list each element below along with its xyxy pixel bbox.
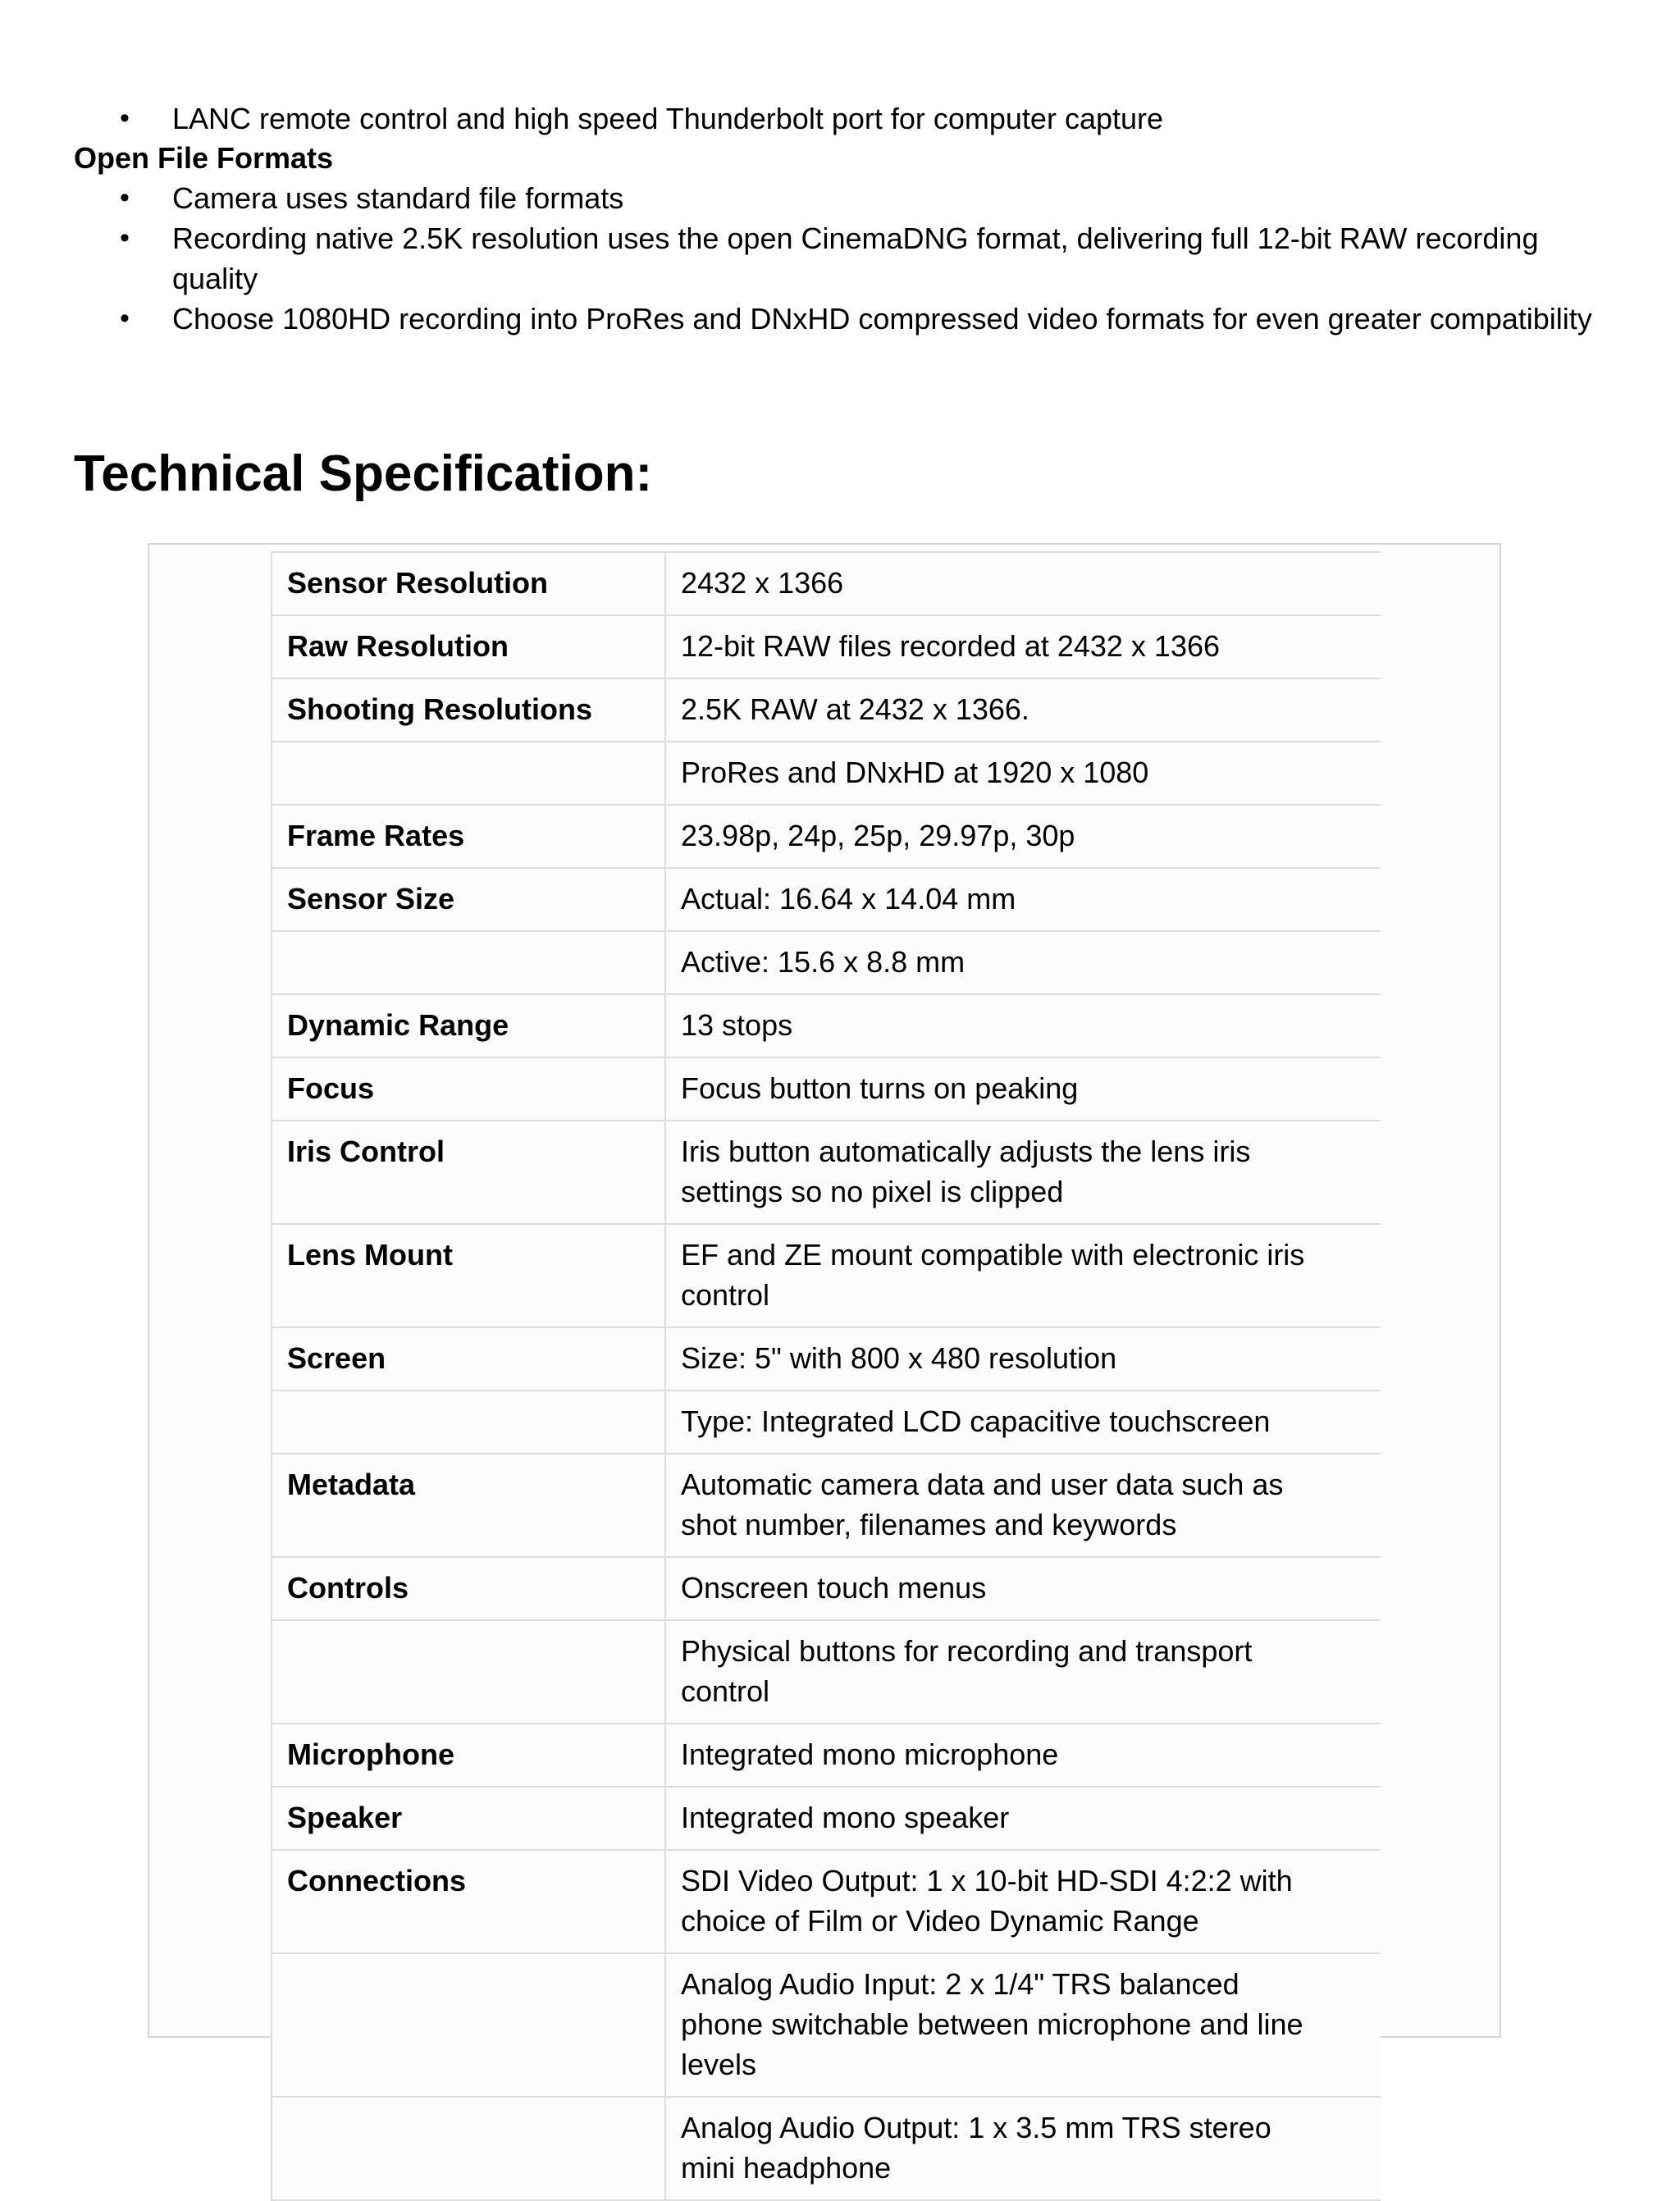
open-file-formats-list xyxy=(74,178,1616,339)
spec-label: Connections xyxy=(272,1850,665,1953)
spec-value: 12-bit RAW files recorded at 2432 x 1366 xyxy=(665,615,1381,678)
spec-table-frame xyxy=(148,543,1501,2185)
table-row xyxy=(272,615,1381,678)
table-row xyxy=(272,678,1381,742)
table-row xyxy=(272,1850,1381,1953)
spec-label: Focus xyxy=(272,1057,665,1121)
table-row xyxy=(272,805,1381,868)
spec-label: Lens Mount xyxy=(272,1224,665,1327)
spec-value: Size: 5" with 800 x 480 resolution xyxy=(665,1327,1381,1390)
spec-label xyxy=(272,1390,665,1454)
spec-label xyxy=(272,742,665,805)
table-row xyxy=(272,1787,1381,1850)
spec-value: Type: Integrated LCD capacitive touchscreen xyxy=(665,1390,1381,1454)
spec-label: Sensor Resolution xyxy=(272,552,665,615)
spec-table xyxy=(271,551,1381,2201)
table-row xyxy=(272,1224,1381,1327)
spec-value: Onscreen touch menus xyxy=(665,1557,1381,1620)
spec-label: Sensor Size xyxy=(272,868,665,931)
spec-value: 2.5K RAW at 2432 x 1366. xyxy=(665,678,1381,742)
spec-label: Frame Rates xyxy=(272,805,665,868)
table-row xyxy=(272,1557,1381,1620)
bullet-item: • Recording native 2.5K resolution uses the open CinemaDNG format, delivering full 12-bit RAW recording quality xyxy=(74,218,1616,299)
spec-value: Actual: 16.64 x 14.04 mm xyxy=(665,868,1381,931)
spec-label xyxy=(272,1953,665,2097)
spec-value: Physical buttons for recording and transport control xyxy=(665,1620,1381,1724)
spec-value: Analog Audio Output: 1 x 3.5 mm TRS stereo mini headphone xyxy=(665,2097,1381,2200)
spec-label xyxy=(272,1620,665,1724)
spec-value: 2432 x 1366 xyxy=(665,552,1381,615)
spec-label: Shooting Resolutions xyxy=(272,678,665,742)
spec-value: 23.98p, 24p, 25p, 29.97p, 30p xyxy=(665,805,1381,868)
technical-specification-heading: Technical Specification: xyxy=(74,445,653,502)
bullet-item: • LANC remote control and high speed Thunderbolt port for computer capture xyxy=(74,98,1616,139)
spec-value: Integrated mono microphone xyxy=(665,1724,1381,1787)
table-row xyxy=(272,742,1381,805)
table-row xyxy=(272,994,1381,1057)
spec-value: Analog Audio Input: 2 x 1/4" TRS balanced phone switchable between microphone and line levels xyxy=(665,1953,1381,2097)
table-row xyxy=(272,1953,1381,2097)
spec-value: Iris button automatically adjusts the lens iris settings so no pixel is clipped xyxy=(665,1121,1381,1224)
spec-label xyxy=(272,931,665,994)
intro-bullet-list xyxy=(74,98,1616,139)
open-file-formats-heading: Open File Formats xyxy=(74,141,334,175)
table-row xyxy=(272,1121,1381,1224)
spec-value: Active: 15.6 x 8.8 mm xyxy=(665,931,1381,994)
table-row xyxy=(272,1057,1381,1121)
table-row xyxy=(272,1390,1381,1454)
spec-value: SDI Video Output: 1 x 10-bit HD-SDI 4:2:2 with choice of Film or Video Dynamic Range xyxy=(665,1850,1381,1953)
spec-label: Microphone xyxy=(272,1724,665,1787)
table-row xyxy=(272,1454,1381,1557)
spec-label: Controls xyxy=(272,1557,665,1620)
spec-value: Automatic camera data and user data such as shot number, filenames and keywords xyxy=(665,1454,1381,1557)
table-row xyxy=(272,2097,1381,2200)
spec-label: Metadata xyxy=(272,1454,665,1557)
table-row xyxy=(272,552,1381,615)
spec-label: Iris Control xyxy=(272,1121,665,1224)
table-row xyxy=(272,931,1381,994)
spec-label: Speaker xyxy=(272,1787,665,1850)
spec-value: EF and ZE mount compatible with electronic iris control xyxy=(665,1224,1381,1327)
spec-label xyxy=(272,2097,665,2200)
table-row xyxy=(272,1620,1381,1724)
table-row xyxy=(272,1724,1381,1787)
table-row xyxy=(272,1327,1381,1390)
bullet-item: • Choose 1080HD recording into ProRes and DNxHD compressed video formats for even greater compatibility xyxy=(74,299,1616,339)
table-row xyxy=(272,868,1381,931)
bullet-item: • Camera uses standard file formats xyxy=(74,178,1616,218)
spec-value: Integrated mono speaker xyxy=(665,1787,1381,1850)
spec-value: ProRes and DNxHD at 1920 x 1080 xyxy=(665,742,1381,805)
spec-label: Screen xyxy=(272,1327,665,1390)
spec-label: Dynamic Range xyxy=(272,994,665,1057)
spec-label: Raw Resolution xyxy=(272,615,665,678)
spec-value: 13 stops xyxy=(665,994,1381,1057)
spec-value: Focus button turns on peaking xyxy=(665,1057,1381,1121)
